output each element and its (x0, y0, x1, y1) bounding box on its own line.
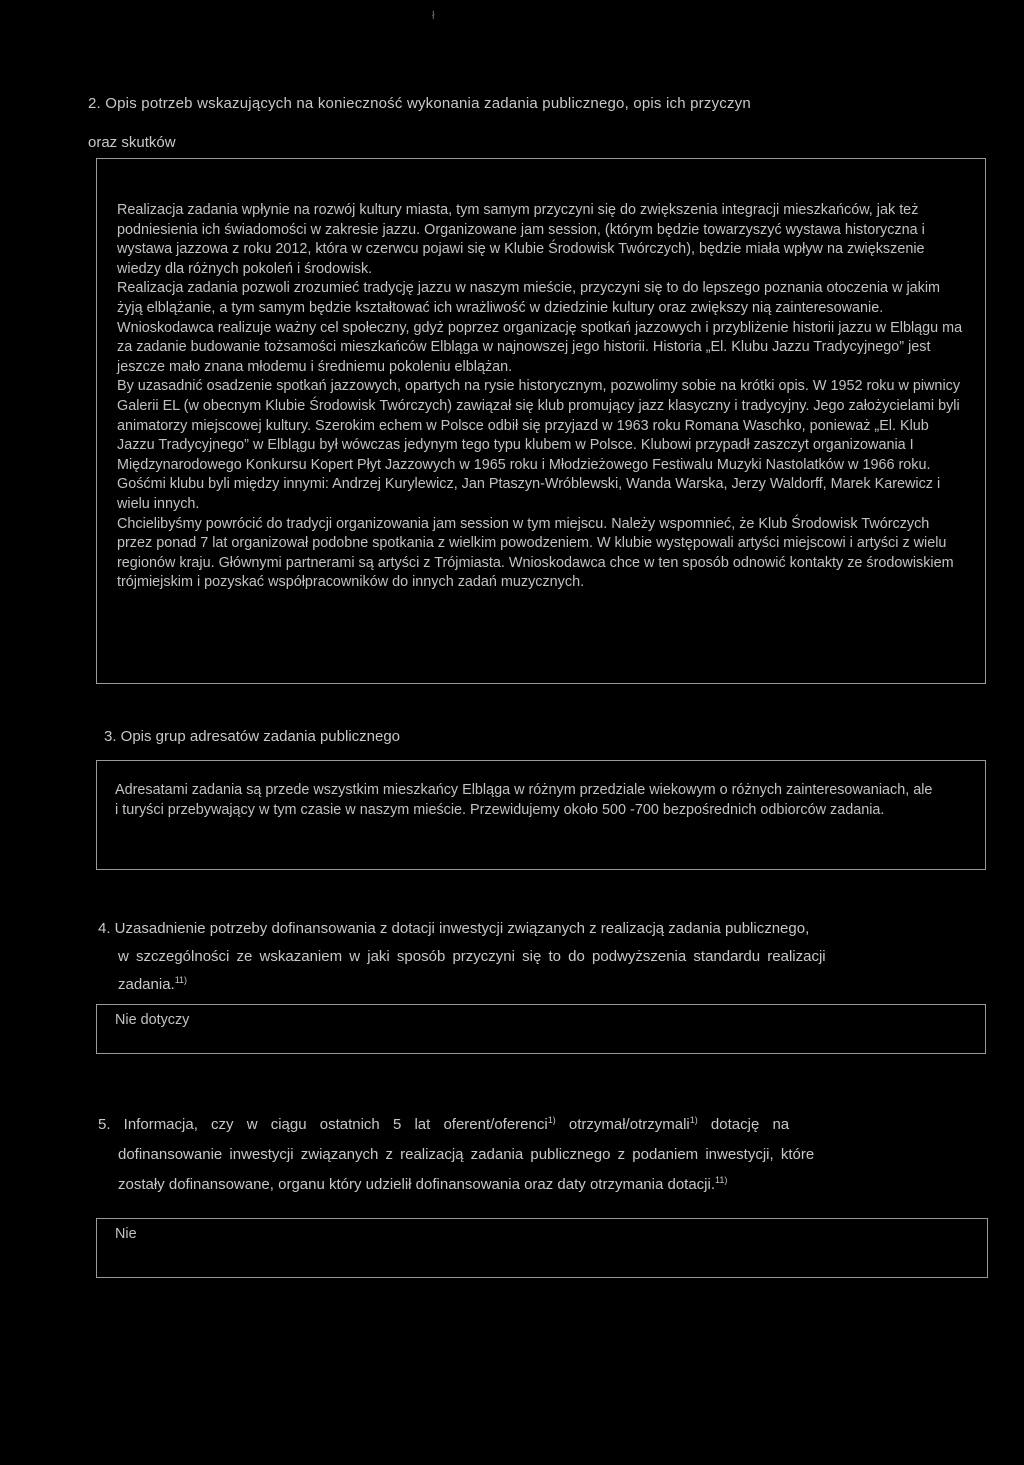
section-4-heading-line3 (118, 970, 187, 1000)
footnote-mark: 11) (715, 1175, 728, 1185)
section-2-paragraph: By uzasadnić osadzenie spotkań jazzowych, opartych na rysie historycznym, pozwolimy sobie na krótki opis. W 1952 roku w piwnicy Galerii EL (w obecnym Klubie Środowisk Twórczych) zawiązał się klub promujący jazz klasyczny i tradycyjny. Jego założycielami byli animatorzy miejscowej kultury. Szerokim echem w Polsce odbił się przyjazd w 1963 roku Romana Waschko, ponieważ „El. Klub Jazzu Tradycyjnego” w Elblągu był wówczas jedynym tego typu klubem w Polsce. Klubowi przypadł zaszczyt organizowania I Międzynarodowego Konkursu Kopert Płyt Jazzowych w 1965 roku i Młodzieżowego Festiwalu Muzyki Nastolatków w 1966 roku. Gośćmi klubu byli między innymi: Andrzej Kurylewicz, Jan Ptaszyn-Wróblewski, Wanda Warska, Jerzy Waldorff, Marek Karewicz i wielu innych. (117, 378, 961, 512)
section-5-heading-line3 (118, 1170, 727, 1200)
section-5-heading-part: dotację na (697, 1116, 790, 1133)
section-3-heading: 3. Opis grup adresatów zadania publicznego (104, 728, 401, 745)
section-5-heading-line2: dofinansowanie inwestycji związanych z realizacją zadania publicznego z podaniem inwestycji, które (118, 1146, 815, 1163)
footnote-mark: 11) (174, 975, 188, 985)
section-5-heading-part: 5. Informacja, czy w ciągu ostatnich 5 lat oferent/oferenci (98, 1116, 548, 1133)
section-4-answer-text: Nie dotyczy (115, 1012, 190, 1028)
section-2-paragraph: Wnioskodawca realizuje ważny cel społeczny, gdyż poprzez organizację spotkań jazzowych i przybliżenie historii jazzu w Elblągu ma za zadanie budowanie tożsamości mieszkańców Elbląga w najnowszej jego historii. Historia „El. Klubu Jazzu Tradycyjnego” jest jeszcze mało znana młodemu i średniemu pokoleniu elblążan. (117, 319, 963, 375)
section-5-heading-text: zostały dofinansowane, organu który udzielił dofinansowania oraz daty otrzymania dotacji. (118, 1176, 716, 1193)
section-2-paragraph: Realizacja zadania wpłynie na rozwój kultury miasta, tym samym przyczyni się do zwiększenia integracji mieszkańców, jak też podniesienia ich świadomości w zakresie jazzu. Organizowane jam session, (którym będzie towarzyszyć wystawa historyczna i wystawa jazzowa z roku 2012, która w czerwcu pojawi się w Klubie Środowisk Twórczych), będzie miała wpływ na zwiększenie wiedzy dla różnych pokoleń i środowisk. (117, 202, 925, 277)
section-2-heading-line2: oraz skutków (88, 134, 176, 151)
section-2-paragraph: Chcielibyśmy powrócić do tradycji organizowania jam session w tym miejscu. Należy wspomnieć, że Klub Środowisk Twórczych przez ponad 7 lat organizował podobne spotkania z wielkim powodzeniem. W klubie występowali artyści miejscowi i artyści z wielu regionów kraju. Głównymi partnerami są artyści z Trójmiasta. Wnioskodawca chce w ten sposób odnowić kontakty ze środowiskiem trójmiejskim i pozyskać współpracowników do innych zadań muzycznych. (117, 515, 954, 591)
section-5-answer-text: Nie (115, 1226, 137, 1242)
section-4-answer-box (96, 1004, 986, 1054)
section-4-heading-line1: 4. Uzasadnienie potrzeby dofinansowania z dotacji inwestycji związanych z realizacją zadania publicznego, (98, 920, 810, 937)
section-2-answer-text (117, 201, 963, 593)
section-4-heading-line2: w szczególności ze wskazaniem w jaki sposób przyczyni się to do podwyższenia standardu realizacji (118, 948, 826, 965)
footnote-mark: 1) (547, 1115, 556, 1125)
section-3-answer-box (96, 760, 986, 870)
footnote-mark: 1) (689, 1115, 698, 1125)
section-2-paragraph: Realizacja zadania pozwoli zrozumieć tradycję jazzu w naszym mieście, przyczyni się to do lepszego poznania otoczenia w jakim żyją elblążanie, a tym samym będzie kształtować ich wrażliwość w dziedzinie kultury oraz zwiększy nią zainteresowanie. (117, 280, 941, 316)
section-5-heading-part: otrzymał/otrzymali (555, 1116, 690, 1133)
section-2-heading-line1: 2. Opis potrzeb wskazujących na konieczność wykonania zadania publicznego, opis ich przyczyn (88, 95, 751, 112)
section-5-heading-line1 (98, 1110, 938, 1140)
section-4-heading-text: zadania. (118, 976, 175, 993)
section-5-answer-box (96, 1218, 988, 1278)
page-mark: ł (432, 8, 435, 22)
section-2-answer-box (96, 158, 986, 684)
section-3-answer-text: Adresatami zadania są przede wszystkim mieszkańcy Elbląga w różnym przedziale wiekowym o różnych zainteresowaniach, ale i turyści przebywający w tym czasie w naszym mieście. Przewidujemy około 500 -700 bezpośrednich odbiorców zadania. (115, 782, 933, 818)
